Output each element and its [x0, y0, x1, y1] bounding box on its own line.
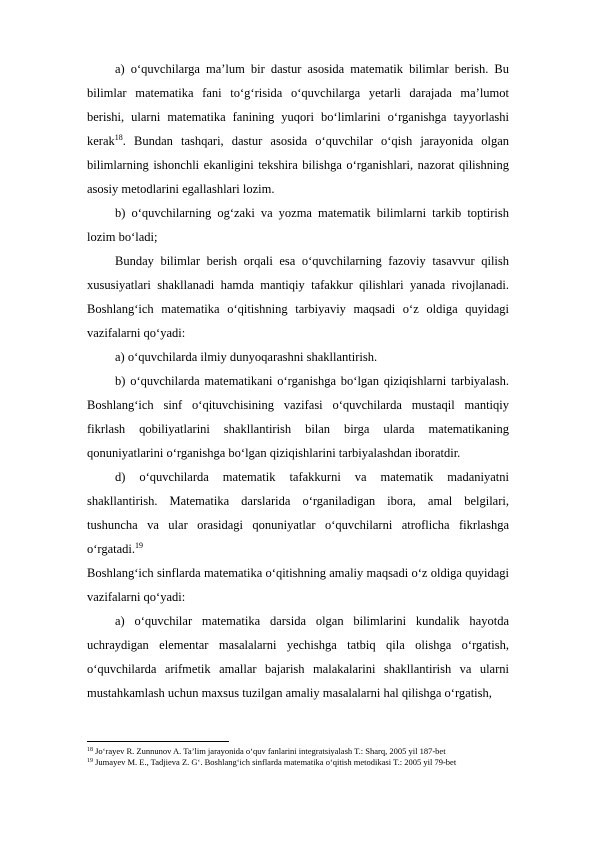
footnote-text: Jo‘rayev R. Zunnunov A. Ta’lim jarayonida o‘quv fanlarini integratsiyalash T.: Sharq, 2005 yil 187-bet [93, 746, 446, 756]
paragraph-spatial-imagination: Bunday bilimlar berish orqali esa o‘quvchilarning fazoviy tasavvur qilish xususiyatlari shakllanadi hamda mantiqiy tafakkur qilishlari yanada rivojlanadi. Boshlang‘ich matematika o‘qitishning tarbiyaviy maqsadi o‘z oldiga quyidagi vazifalarni qo‘yadi: [87, 254, 509, 340]
paragraph-text: a) o‘quvchilarga ma’lum bir dastur asosida matematik bilimlar berish. Bu bilimlar matematika fani to‘g‘risida o‘quvchilarga yetarli darajada ma’lumot berishi, ularni matematika fanining yuqori bo‘limlarini o‘rganishga tayyorlashi kerak [87, 62, 509, 148]
footnote-text: Jumayev M. E., Tadjieva Z. G‘. Boshlang‘ich sinflarda matematika o‘qitish metodikasi T.: 2005 yil 79-bet [93, 757, 457, 767]
footnote-mark: 18 [87, 747, 93, 753]
footnote-mark: 19 [87, 758, 93, 764]
paragraph-b-interest: b) o‘quvchilarda matematikani o‘rganishga bo‘lgan qiziqishlarni tarbiyalash. Boshlang‘ich sinf o‘qituvchisining vazifasi o‘quvchilarda mustaqil mantiqiy fikrlash qobiliyatlarini shakllantirish bilan birga ularda matematikaning qonuniyatlarini o‘rganishga bo‘lgan qiziqishlarini tarbiyalashdan iboratdir. [87, 374, 509, 460]
paragraph-text: d) o‘quvchilarda matematik tafakkurni va matematik madaniyatni shakllantirish. Matematika darslarida o‘rganiladigan ibora, amal belgilari, tushuncha va ular orasidagi qonuniyatlar o‘quvchilarni atroflicha fikrlashga o‘rgatadi. [87, 470, 509, 556]
paragraph-a-knowledge [87, 57, 509, 201]
footnote-19 [87, 757, 527, 768]
footnote-ref-19[interactable]: 19 [135, 541, 144, 550]
body-text [87, 57, 509, 705]
paragraph-a-practical: a) o‘quvchilar matematika darsida olgan bilimlarini kundalik hayotda uchraydigan elementar masalalarni yechishga tatbiq qila olishga o‘rgatish, o‘quvchilarda arifmetik amallar bajarish malakalarini shakllantirish va ularni mustahkamlash uchun maxsus tuzilgan amaliy masalalarni hal qilishga o‘rgatish, [87, 614, 509, 700]
paragraph-d-thinking [87, 465, 509, 561]
footnote-divider [87, 741, 229, 742]
paragraph-b-oral-written: b) o‘quvchilarning og‘zaki va yozma matematik bilimlarni tarkib toptirish lozim bo‘ladi; [87, 206, 509, 244]
paragraph-text: . Bundan tashqari, dastur asosida o‘quvchilar o‘qish jarayonida olgan bilimlarning ishonchli ekanligini tekshira bilishga o‘rganishlari, nazorat qilishning asosiy metodlarini egallashlari lozim. [87, 134, 509, 196]
footnotes [87, 746, 527, 768]
paragraph-practical-goal: Boshlang‘ich sinflarda matematika o‘qitishning amaliy maqsadi o‘z oldiga quyidagi vazifalarni qo‘yadi: [87, 566, 509, 604]
footnote-ref-18[interactable]: 18 [114, 133, 123, 142]
paragraph-a-worldview: a) o‘quvchilarda ilmiy dunyoqarashni shakllantirish. [115, 350, 378, 364]
footnote-18 [87, 746, 527, 757]
